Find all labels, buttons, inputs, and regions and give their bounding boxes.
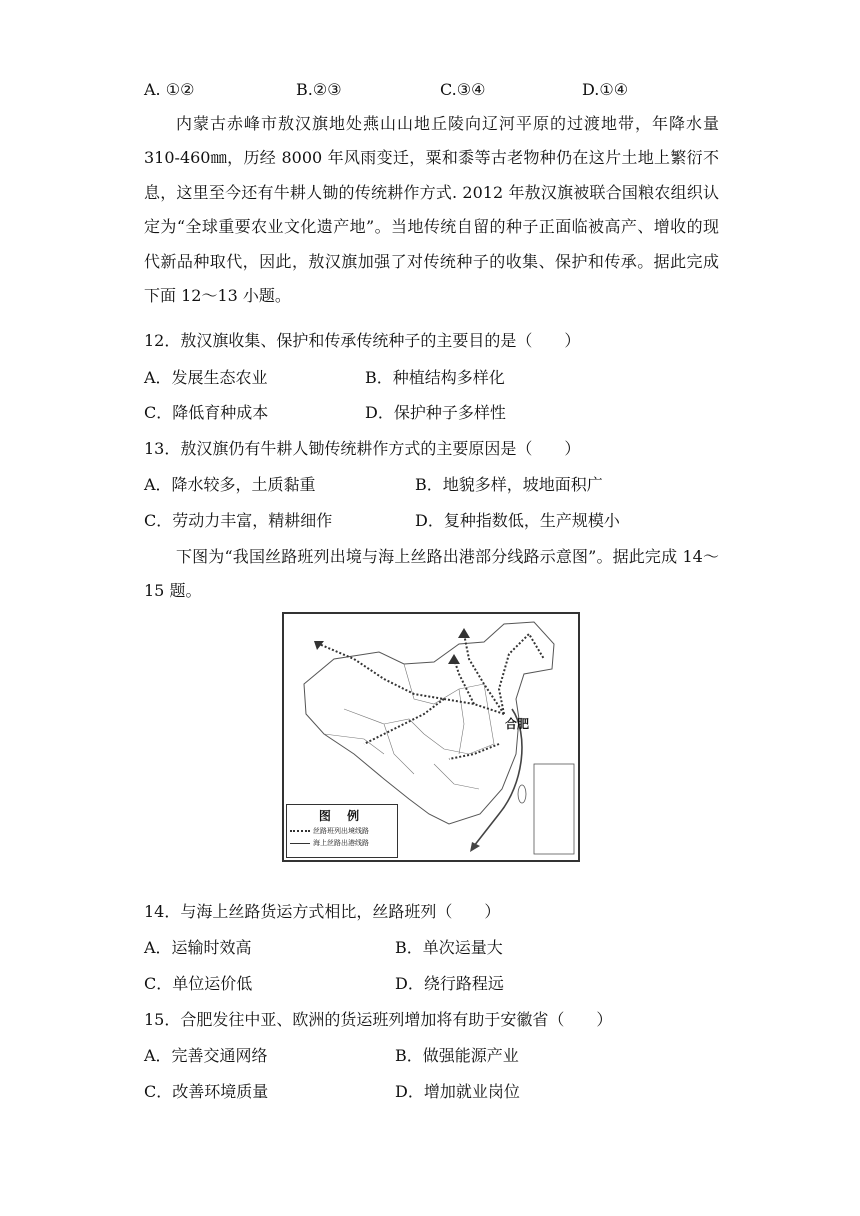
q14-option-d: D．绕行路程远 bbox=[395, 974, 504, 993]
q15-stem: 15．合肥发往中亚、欧洲的货运班列增加将有助于安徽省（ ） bbox=[144, 1010, 613, 1029]
q14-stem: 14．与海上丝路货运方式相比，丝路班列（ ） bbox=[144, 902, 501, 921]
q15-option-a: A．完善交通网络 bbox=[144, 1046, 268, 1065]
q11-option-d: D.①④ bbox=[582, 80, 629, 99]
legend-item-maritime: 海上丝路出港线路 bbox=[290, 838, 397, 848]
q15-option-d: D．增加就业岗位 bbox=[395, 1082, 520, 1101]
q12-option-a: A．发展生态农业 bbox=[144, 368, 268, 387]
passage-silk-road: 下图为“我国丝路班列出境与海上丝路出港部分线路示意图”。据此完成 14～15 题。 bbox=[144, 547, 719, 601]
q12-option-b: B．种植结构多样化 bbox=[365, 368, 505, 387]
q13-stem: 13．敖汉旗仍有牛耕人锄传统耕作方式的主要原因是（ ） bbox=[144, 439, 581, 458]
q15-option-c: C．改善环境质量 bbox=[144, 1082, 269, 1101]
q11-option-b: B.②③ bbox=[296, 80, 342, 99]
dotted-line-icon bbox=[290, 830, 310, 832]
q15-option-b: B．做强能源产业 bbox=[395, 1046, 519, 1065]
q13-option-b: B．地貌多样，坡地面积广 bbox=[415, 475, 603, 494]
legend-title: 图 例 bbox=[318, 809, 366, 823]
map-legend bbox=[286, 804, 398, 858]
hefei-label: 合肥 bbox=[505, 717, 530, 731]
legend-item-train: 丝路班列出境线路 bbox=[290, 826, 397, 836]
q13-option-a: A．降水较多，土质黏重 bbox=[144, 475, 316, 494]
q11-option-a: A. ①② bbox=[144, 80, 195, 99]
maritime-arrow bbox=[470, 842, 480, 852]
silk-road-map bbox=[282, 612, 580, 862]
q11-option-c: C.③④ bbox=[440, 80, 486, 99]
q12-stem: 12．敖汉旗收集、保护和传承传统种子的主要目的是（ ） bbox=[144, 331, 581, 350]
q13-option-d: D．复种指数低，生产规模小 bbox=[415, 511, 620, 530]
route-arrow-north-2 bbox=[448, 654, 460, 664]
solid-line-icon bbox=[290, 843, 310, 844]
q14-option-a: A．运输时效高 bbox=[144, 938, 252, 957]
q13-option-c: C．劳动力丰富，精耕细作 bbox=[144, 511, 333, 530]
passage-aohan: 内蒙古赤峰市敖汉旗地处燕山山地丘陵向辽河平原的过渡地带，年降水量 310-460㎜，历经 8000 年风雨变迁，粟和黍等古老物种仍在这片土地上繁衍不息，这里至今还有牛耕人锄的传统耕作方式. 2012 年敖汉旗被联合国粮农组织认定为“全球重要农业文化遗产地”。当地传统自留的种子正面临被高产、增收的现代新品种取代，因此，敖汉旗加强了对传统种子的收集、保护和传承。据此完成下面 12～13 小题。 bbox=[144, 114, 719, 306]
q14-option-b: B．单次运量大 bbox=[395, 938, 503, 957]
route-arrow-north bbox=[458, 628, 470, 638]
q14-option-c: C．单位运价低 bbox=[144, 974, 253, 993]
q12-option-d: D．保护种子多样性 bbox=[365, 403, 506, 422]
q12-option-c: C．降低育种成本 bbox=[144, 403, 269, 422]
